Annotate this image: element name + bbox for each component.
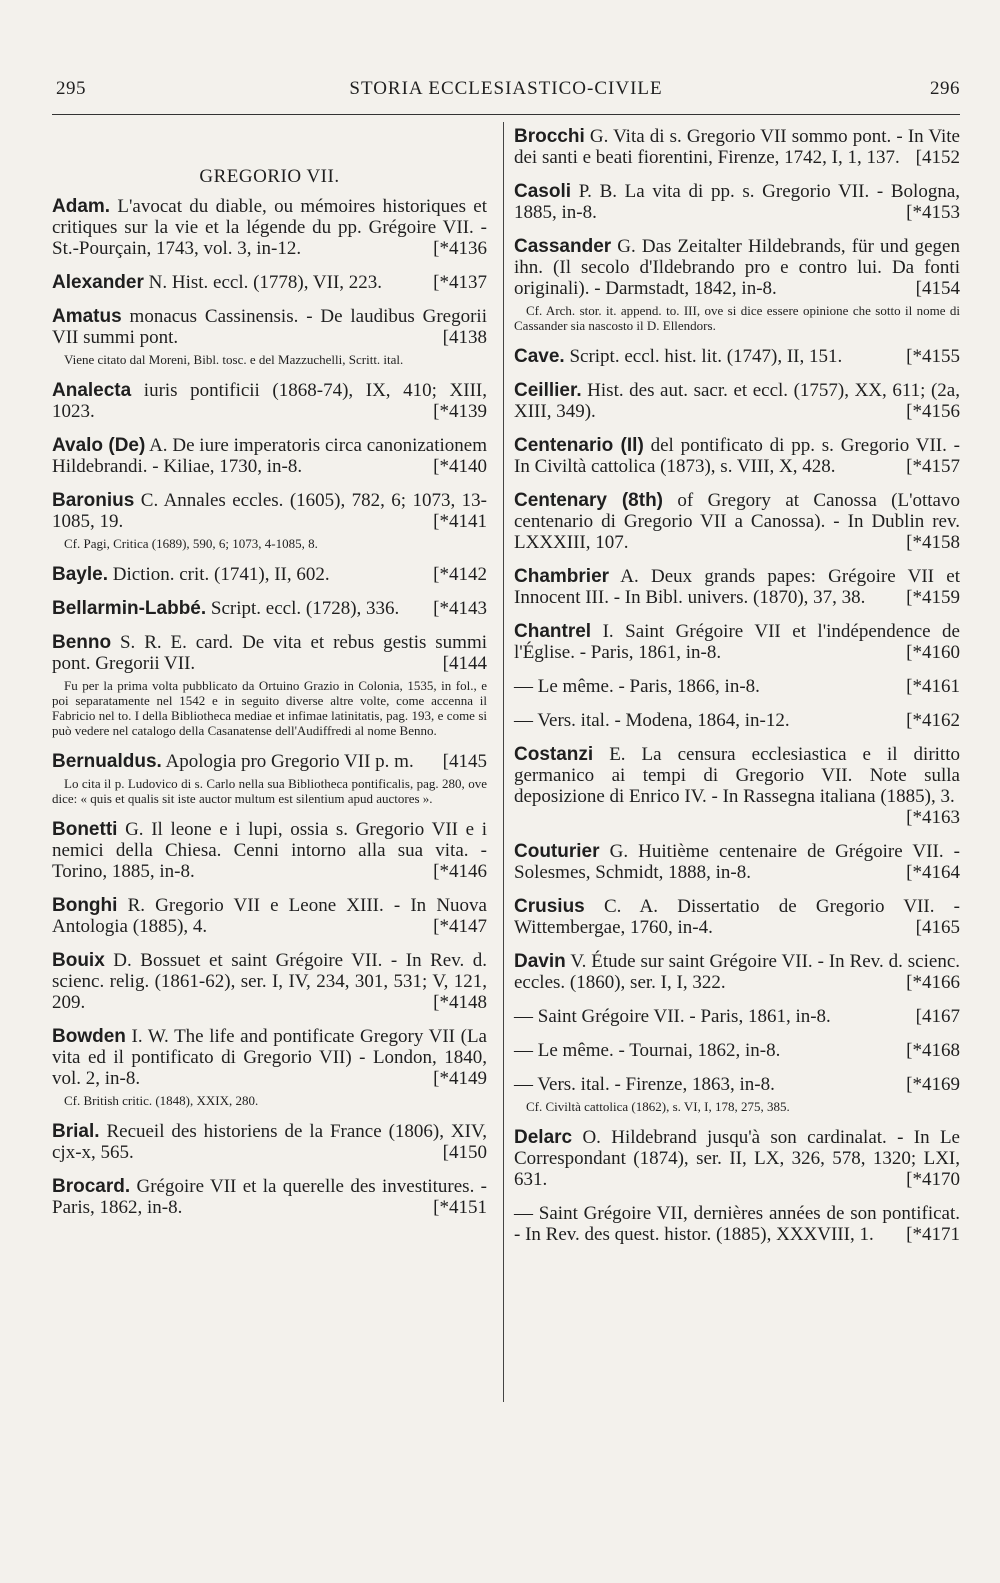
running-head [52,78,960,104]
entry-text: iuris pontificii (1868-74), IX, 410; XIII, 1023. [52,380,487,422]
entry-text: Diction. crit. (1741), II, 602. [107,564,330,585]
entry-number: [4138 [442,327,487,348]
bibliography-entry [514,676,960,697]
entry-author: Chambrier [514,566,610,587]
entry-text: Recueil des historiens de la France (1806), XIV, cjx-x, 565. [52,1121,487,1163]
left-column [52,126,487,1231]
bibliography-entry [52,196,487,259]
entry-text: S. R. E. card. De vita et rebus gestis summi pont. Gregorii VII. [52,632,487,674]
entry-number: [*4148 [433,992,487,1013]
entry-number: [*4146 [433,861,487,882]
bibliography-entry [514,896,960,938]
right-entry-list [514,126,960,1245]
page-number-right: 296 [930,78,960,99]
entry-number: [*4136 [433,238,487,259]
entry-text: G. Huitième centenaire de Grégoire VII. - Solesmes, Schmidt, 1888, in-8. [514,841,960,883]
bibliography-entry [514,1074,960,1114]
entry-number: [*4164 [906,862,960,883]
entry-number: [*4139 [433,401,487,422]
bibliography-entry [52,564,487,585]
entry-author: Cassander [514,236,612,257]
entry-number: [*4157 [906,456,960,477]
entry-number: [*4161 [906,676,960,697]
entry-text: Script. eccl. hist. lit. (1747), II, 151. [564,346,843,367]
entry-note: Cf. Civiltà cattolica (1862), s. VI, I, 178, 275, 385. [526,1099,790,1114]
entry-text: G. Das Zeitalter Hildebrands, für und gegen ihn. (Il secolo d'Ildebrando pro e contro lui. Da fonti originali). - Darmstadt, 1842, in-8. [514,236,960,299]
entry-author: Amatus [52,306,122,327]
bibliography-entry [52,435,487,477]
entry-text: — Le même. - Tournai, 1862, in-8. [514,1040,781,1061]
entry-number: [*4163 [906,807,960,828]
bibliography-entry [52,490,487,551]
entry-number: [4165 [915,917,960,938]
entry-author: Bayle. [52,564,108,585]
right-column [514,126,960,1258]
entry-text: R. Gregorio VII e Leone XIII. - In Nuova Antologia (1885), 4. [52,895,487,937]
running-title: STORIA ECCLESIASTICO-CIVILE [349,78,663,99]
entry-author: Brial. [52,1121,100,1142]
entry-number: [*4171 [906,1224,960,1245]
entry-author: Baronius [52,490,135,511]
entry-note: Cf. Arch. stor. it. append. to. III, ove si dice essere opinione che sotto il nome di Cassander sia nascosto il D. Ellendors. [514,303,960,333]
entry-text: V. Étude sur saint Grégoire VII. - In Rev. d. scienc. eccles. (1860), ser. I, I, 322. [514,951,960,993]
bibliography-entry [52,380,487,422]
bibliography-entry [52,950,487,1013]
section-heading: GREGORIO VII. [199,166,340,187]
entry-author: Cave. [514,346,565,367]
entry-author: Bouix [52,950,105,971]
bibliography-entry [514,126,960,168]
entry-number: [*4143 [433,598,487,619]
bibliography-entry [514,1006,960,1027]
bibliography-entry [52,751,487,806]
entry-number: [4144 [442,653,487,674]
entry-text: Script. eccl. (1728), 336. [206,598,400,619]
entry-number: [*4158 [906,532,960,553]
bibliography-entry [514,181,960,223]
bibliography-entry [52,632,487,738]
bibliography-entry [514,744,960,828]
entry-text: del pontificato di pp. s. Gregorio VII. - In Civiltà cattolica (1873), s. VIII, X, 428. [514,435,961,477]
bibliography-entry [52,819,487,882]
entry-text: I. W. The life and pontificate Gregory VII (La vita ed il pontificato di Gregorio VII) - London, 1840, vol. 2, in-8. [52,1026,487,1089]
entry-number: [4154 [915,278,960,299]
entry-text: G. Il leone e i lupi, ossia s. Gregorio VII e i nemici della Chiesa. Cenni intorno alla sua vita. - Torino, 1885, in-8. [52,819,487,882]
entry-number: [*4137 [433,272,487,293]
entry-number: [*4162 [906,710,960,731]
entry-author: Brocchi [514,126,585,147]
entry-author: Costanzi [514,744,594,765]
entry-number: [*4149 [433,1068,487,1089]
entry-text: Hist. des aut. sacr. et eccl. (1757), XX, 611; (2a, XIII, 349). [514,380,960,422]
entry-author: Avalo (De) [52,435,146,456]
entry-text: O. Hildebrand jusqu'à son cardinalat. - In Le Correspondant (1874), ser. II, LX, 326, 578, 1320; LXI, 631. [514,1127,960,1190]
entry-text: Grégoire VII et la querelle des investitures. - Paris, 1862, in-8. [52,1176,487,1218]
entry-note: Viene citato dal Moreni, Bibl. tosc. e del Mazzuchelli, Scritt. ital. [64,352,404,367]
bibliography-entry [514,380,960,422]
entry-number: [*4169 [906,1074,960,1095]
entry-author: Davin [514,951,566,972]
entry-number: [*4151 [433,1197,487,1218]
bibliography-entry [52,306,487,367]
entry-text: E. La censura ecclesiastica e il diritto germanico ai tempi di Gregorio VII. Note sulla deposizione di Enrico IV. - In Rassegna italiana (1885), 3. [514,744,960,807]
entry-author: Analecta [52,380,132,401]
entry-text: N. Hist. eccl. (1778), VII, 223. [143,272,383,293]
entry-author: Couturier [514,841,600,862]
bibliography-entry [52,1121,487,1163]
entry-note: Cf. British critic. (1848), XXIX, 280. [64,1093,259,1108]
entry-note: Cf. Pagi, Critica (1689), 590, 6; 1073, 4-1085, 8. [64,536,318,551]
bibliography-entry [514,951,960,993]
entry-text: C. A. Dissertatio de Gregorio VII. - Wittembergae, 1760, in-4. [514,896,960,938]
entry-text: — Vers. ital. - Modena, 1864, in-12. [514,710,790,731]
entry-text: — Saint Grégoire VII, dernières années de son pontificat. - In Rev. des quest. histor. (1885), XXXVIII, 1. [514,1203,960,1245]
entry-author: Crusius [514,896,585,917]
entry-text: — Saint Grégoire VII. - Paris, 1861, in-8. [514,1006,831,1027]
entry-note: Lo cita il p. Ludovico di s. Carlo nella sua Bibliotheca pontificalis, pag. 280, ove dice: « quis et qualis sit iste auctor multum est silentium apud auctores ». [52,776,487,806]
entry-author: Brocard. [52,1176,131,1197]
entry-number: [*4159 [906,587,960,608]
bibliography-entry [514,435,960,477]
entry-text: of Gregory at Canossa (L'ottavo centenario di Gregorio VII a Canossa). - In Dublin rev. LXXXIII, 107. [514,490,960,553]
bibliography-entry [52,598,487,619]
entry-text: G. Vita di s. Gregorio VII sommo pont. - In Vite dei santi e beati fiorentini, Firenze, 1742, I, 1, 137. [514,126,960,168]
entry-text: D. Bossuet et saint Grégoire VII. - In Rev. d. scienc. relig. (1861-62), ser. I, IV, 234, 301, 531; V, 121, 209. [52,950,487,1013]
left-entry-list [52,196,487,1218]
entry-text: monacus Cassinensis. - De laudibus Gregorii VII summi pont. [52,306,487,348]
entry-author: Bernualdus. [52,751,162,772]
header-rule [52,114,960,115]
bibliography-entry [52,272,487,293]
entry-text: I. Saint Grégoire VII et l'indépendence de l'Église. - Paris, 1861, in-8. [514,621,960,663]
entry-number: [*4155 [906,346,960,367]
entry-number: [*4170 [906,1169,960,1190]
entry-number: [*4153 [906,202,960,223]
entry-author: Adam. [52,196,111,217]
entry-author: Bowden [52,1026,126,1047]
bibliography-entry [514,710,960,731]
entry-author: Bonetti [52,819,118,840]
page-number-left: 295 [56,78,86,99]
bibliography-entry [514,566,960,608]
entry-author: Chantrel [514,621,592,642]
column-divider [503,122,504,1402]
entry-number: [*4140 [433,456,487,477]
entry-number: [*4160 [906,642,960,663]
bibliography-entry [514,346,960,367]
entry-author: Bonghi [52,895,118,916]
entry-text: — Vers. ital. - Firenze, 1863, in-8. [514,1074,775,1095]
entry-number: [*4147 [433,916,487,937]
entry-text: C. Annales eccles. (1605), 782, 6; 1073, 13-1085, 19. [52,490,487,532]
entry-text: — Le même. - Paris, 1866, in-8. [514,676,760,697]
entry-number: [4167 [915,1006,960,1027]
entry-number: [*4166 [906,972,960,993]
bibliography-entry [514,1040,960,1061]
entry-note: Fu per la prima volta pubblicato da Ortuino Grazio in Colonia, 1535, in fol., e poi separatamente nel 1542 e in seguito diverse altre volte, come accenna il Fabricio nel to. I della Bibliotheca mediae et infimae latinitatis, pag. 193, e come si può vedere nel catalogo della Casanatense dell'Audiffredi al nome Benno. [52,678,487,738]
bibliography-entry [514,236,960,333]
entry-author: Delarc [514,1127,573,1148]
bibliography-entry [52,1176,487,1218]
bibliography-entry [514,841,960,883]
entry-author: Alexander [52,272,144,293]
entry-number: [4152 [915,147,960,168]
entry-number: [*4156 [906,401,960,422]
bibliography-entry [52,1026,487,1108]
entry-number: [*4168 [906,1040,960,1061]
entry-text: Apologia pro Gregorio VII p. m. [161,751,414,772]
bibliography-entry [514,490,960,553]
entry-number: [*4142 [433,564,487,585]
entry-author: Benno [52,632,112,653]
entry-text: L'avocat du diable, ou mémoires historiques et critiques sur la vie et la légende du pp. Grégoire VII. - St.-Pourçain, 1743, vol. 3, in-12. [52,196,487,259]
bibliography-entry [514,1127,960,1190]
bibliography-entry [52,895,487,937]
bibliography-entry [514,621,960,663]
entry-author: Centenary (8th) [514,490,663,511]
entry-author: Casoli [514,181,572,202]
entry-number: [*4141 [433,511,487,532]
entry-number: [4150 [442,1142,487,1163]
entry-author: Bellarmin-Labbé. [52,598,207,619]
bibliography-entry [514,1203,960,1245]
entry-number: [4145 [442,751,487,772]
entry-author: Centenario (Il) [514,435,644,456]
entry-author: Ceillier. [514,380,582,401]
entry-text: A. Deux grands papes: Grégoire VII et Innocent III. - In Bibl. univers. (1870), 37, 38. [514,566,960,608]
entry-text: A. De iure imperatoris circa canonizationem Hildebrandi. - Kiliae, 1730, in-8. [52,435,487,477]
entry-text: P. B. La vita di pp. s. Gregorio VII. - Bologna, 1885, in-8. [514,181,960,223]
